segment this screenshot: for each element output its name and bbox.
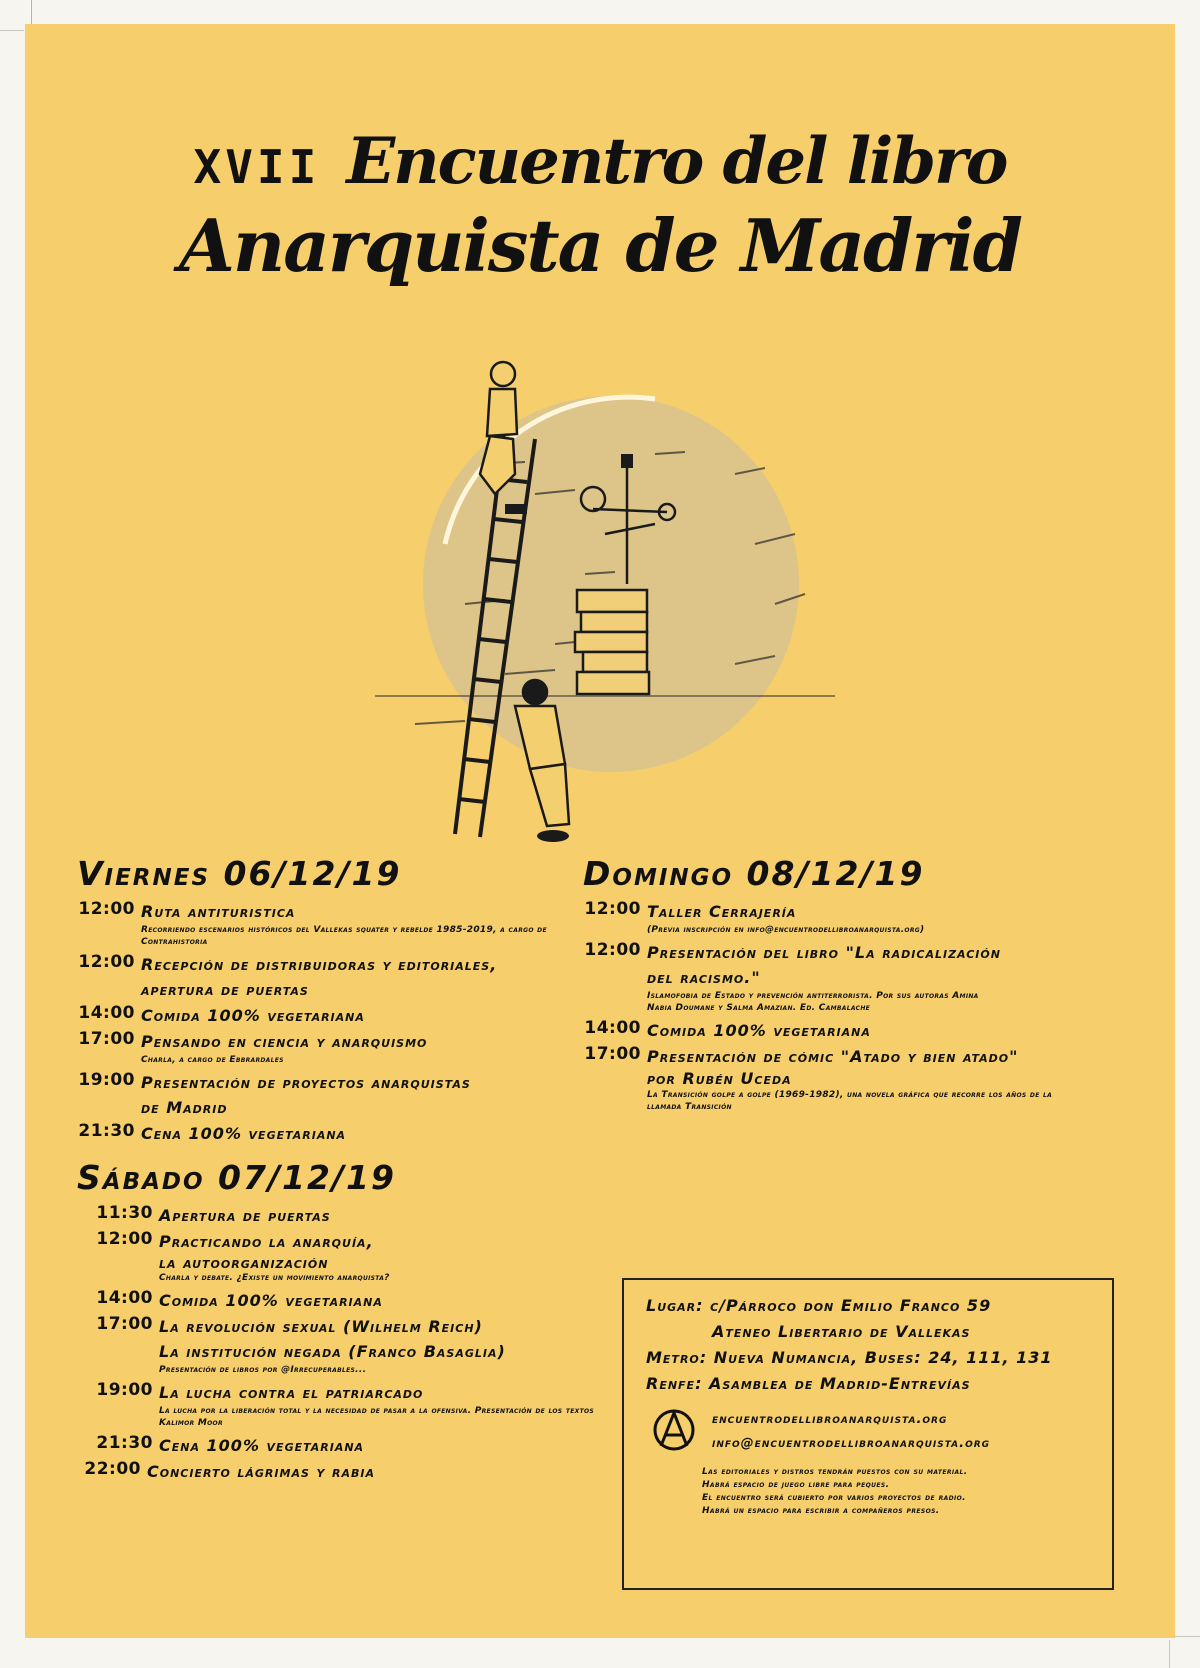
- event-title: La lucha contra el patriarcado: [159, 1383, 424, 1402]
- event-description: Charla, a cargo de Ebbrardales: [141, 1055, 284, 1065]
- event-description: La Transición golpe a golpe (1969-1982), una novela gráfica que recorre los años de la llamada Transición: [647, 1090, 1053, 1112]
- ladder-weathervane-illustration: [355, 344, 855, 864]
- frame-line: [1169, 1640, 1170, 1668]
- event-title: Taller Cerrajería: [647, 902, 797, 921]
- note-line: El encuentro será cubierto por varios proyectos de radio.: [702, 1493, 966, 1503]
- event-title-continued: La institución negada (Franco Basaglia): [159, 1342, 506, 1361]
- event-poster: [25, 24, 1175, 1638]
- event-title: Concierto lágrimas y rabia: [147, 1462, 375, 1481]
- event-item: [583, 1018, 1103, 1043]
- event-title: Practicando la anarquía,: [159, 1232, 374, 1251]
- event-time: 12:00: [96, 1229, 153, 1249]
- event-item: [583, 1044, 1103, 1116]
- venue-label: Lugar:: [646, 1296, 704, 1315]
- website-link[interactable]: encuentrodellibroanarquista.org: [712, 1412, 948, 1427]
- event-title: Ruta antituristica: [141, 902, 296, 921]
- note-line: Habrá un espacio para escribir a compañeros presos.: [702, 1506, 940, 1516]
- event-title: Recepción de distribuidoras y editoriales,: [141, 955, 498, 974]
- metro-value: Nueva Numancia, Buses: 24, 111, 131: [713, 1348, 1053, 1367]
- day-heading-viernes: Viernes 06/12/19: [77, 854, 402, 893]
- event-title: Pensando en ciencia y anarquismo: [141, 1032, 428, 1051]
- event-description: Presentación de libros por @Irrecuperables...: [159, 1365, 367, 1375]
- event-time: 14:00: [584, 1018, 641, 1038]
- title-line-1: Encuentro del libro: [346, 124, 1007, 199]
- event-title: Comida 100% vegetariana: [141, 1006, 365, 1025]
- email-link[interactable]: info@encuentrodellibroanarquista.org: [712, 1436, 991, 1451]
- event-item: [77, 1070, 597, 1120]
- event-title: Presentación del libro "La radicalización: [647, 943, 1001, 962]
- event-title: Comida 100% vegetariana: [647, 1021, 871, 1040]
- event-time: 12:00: [584, 940, 641, 960]
- poster-title: [25, 124, 1175, 288]
- event-time: 11:30: [96, 1203, 153, 1223]
- event-title-continued: la autoorganización: [159, 1253, 329, 1272]
- event-title: Comida 100% vegetariana: [159, 1291, 383, 1310]
- event-title-continued: del racismo.": [647, 968, 761, 987]
- metro-info: [646, 1348, 1053, 1367]
- event-time: 21:30: [78, 1121, 135, 1141]
- event-time: 12:00: [78, 952, 135, 972]
- day-heading-domingo: Domingo 08/12/19: [583, 854, 925, 893]
- title-line-2: Anarquista de Madrid: [179, 203, 1021, 288]
- metro-label: Metro:: [646, 1348, 708, 1367]
- event-description: Islamofobia de Estado y prevención antiterrorista. Por sus autoras Amina Nabia Doumane y Salma Amazian. Ed. Cambalache: [647, 991, 979, 1013]
- event-description: Charla y debate. ¿Existe un movimiento anarquista?: [159, 1273, 390, 1283]
- event-time: 12:00: [584, 899, 641, 919]
- event-description: (Previa inscripción en info@encuentrodellibroanarquista.org): [647, 925, 925, 935]
- note-line: Las editoriales y distros tendrán puestos con su material.: [702, 1467, 968, 1477]
- event-title: Cena 100% vegetariana: [141, 1124, 347, 1143]
- event-title: Presentación de cómic "Atado y bien atado": [647, 1047, 1019, 1066]
- event-item: [77, 1288, 597, 1313]
- renfe-value: Asamblea de Madrid-Entrevías: [709, 1374, 971, 1393]
- event-title-continued: de Madrid: [141, 1098, 228, 1117]
- event-description: Recorriendo escenarios históricos del Vallekas squater y rebelde 1985-2019, a cargo de Contrahistoria: [141, 925, 547, 947]
- event-time: 19:00: [78, 1070, 135, 1090]
- frame-line: [31, 0, 32, 24]
- edition-number: XVII: [193, 140, 321, 194]
- event-time: 21:30: [96, 1433, 153, 1453]
- event-title: La revolución sexual (Wilhelm Reich): [159, 1317, 483, 1336]
- frame-line: [1174, 1636, 1200, 1637]
- renfe-label: Renfe:: [646, 1374, 703, 1393]
- event-item: [77, 1380, 597, 1432]
- schedule-left-column: [77, 854, 597, 1485]
- event-title-continued: por Rubén Uceda: [647, 1069, 792, 1088]
- event-item: [583, 940, 1103, 1017]
- event-time: 14:00: [78, 1003, 135, 1023]
- note-line: Habrá espacio de juego libre para peques.: [702, 1480, 890, 1490]
- schedule-right-column: [583, 854, 1103, 1117]
- event-time: 17:00: [96, 1314, 153, 1334]
- event-notes: [702, 1466, 1102, 1518]
- event-time: 19:00: [96, 1380, 153, 1400]
- event-item: [77, 1029, 597, 1069]
- event-item: [77, 952, 597, 1002]
- venue-info-box: [622, 1278, 1114, 1590]
- event-time: 14:00: [96, 1288, 153, 1308]
- renfe-info: [646, 1374, 971, 1393]
- event-item: [77, 1003, 597, 1028]
- venue-value: c/Párroco don Emilio Franco 59: [710, 1296, 992, 1315]
- venue-name: Ateneo Libertario de Vallekas: [712, 1322, 971, 1341]
- event-time: 12:00: [78, 899, 135, 919]
- event-item: [77, 1203, 597, 1228]
- event-description: La lucha por la liberación total y la necesidad de pasar a la ofensiva. Presentación de los textos Kalimor Moor: [159, 1406, 594, 1428]
- day-heading-sabado: Sábado 07/12/19: [77, 1158, 396, 1197]
- venue-address: [646, 1296, 991, 1315]
- event-item: [77, 899, 597, 951]
- event-time: 17:00: [78, 1029, 135, 1049]
- event-item: [77, 1433, 597, 1458]
- frame-line: [0, 30, 24, 31]
- event-title: Presentación de proyectos anarquistas: [141, 1073, 471, 1092]
- event-time: 17:00: [584, 1044, 641, 1064]
- event-item: [583, 899, 1103, 939]
- event-item: [77, 1121, 597, 1146]
- event-time: 22:00: [84, 1459, 141, 1479]
- anarchy-symbol-icon: [652, 1408, 696, 1452]
- event-item: [77, 1459, 597, 1484]
- event-item: [77, 1229, 597, 1287]
- event-title: Apertura de puertas: [159, 1206, 331, 1225]
- event-title: Cena 100% vegetariana: [159, 1436, 365, 1455]
- event-item: [77, 1314, 597, 1379]
- event-title-continued: apertura de puertas: [141, 980, 309, 999]
